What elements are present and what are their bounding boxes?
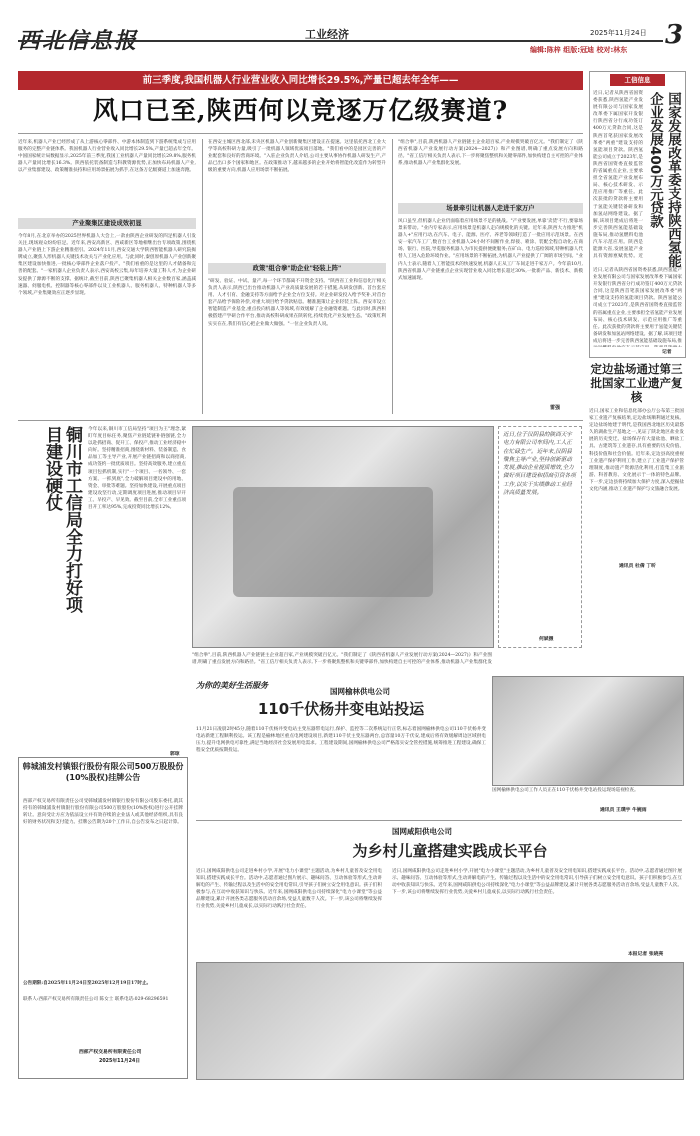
masthead <box>0 0 700 60</box>
transformer-logo: 为你的美好生活服务 <box>196 680 268 690</box>
transformer-org: 国网榆林供电公司 <box>330 687 390 696</box>
heritage-text: 近日,国家工业和信息化部办公厅公布第三批国家工业遗产复核结果,定边盐场顺利通过复核。定边盐场始建于明代,是我国西北地区历史最悠久的湖盐生产基地之一,见证了陕北地区盐业发展的历史变迁。盐场保存有大量盐池、晒盐工具、古建筑等工业遗存,具有重要的历史价值、科技价值和社会价值。近年来,定边县高度重视工业遗产保护利用工作,建立了工业遗产保护管理制度,推动遗产资源活化利用,打造集工业旅游、科普教育、文化展示于一体的特色品牌。下一步,定边县将持续加大保护力度,深入挖掘盐文化内涵,推动工业遗产保护与文旅融合发展。 <box>589 409 684 493</box>
notice-org: 西部产权交易所有限责任公司 <box>79 1050 142 1055</box>
tongchuan-byline: 郭琼 <box>170 752 180 757</box>
substation-photo <box>492 676 684 786</box>
heritage-article <box>589 362 684 662</box>
lead-col1-text2: 今年8月,在北京举办的2025世界机器人大会上,一款由陕西企业研发的四足机器人引发关注,现场观众纷纷驻足。近年来,西安高新区、西咸新区等地相继出台专项政策,围绕机器人产业链上下游企业精准招引。2024年11月,西安交通大学陕西智能机器人研究院揭牌成立,聚焦人形机器人关键技术攻关与产业化应用。与此同时,秦创原机器人产业创新聚集区建设加快推进,一批核心零部件企业落户投产。"我们看重的是这里的人才储备和完善的配套。"一家机器人企业负责人表示,西安高校云集,每年培养大量工科人才,为企业研发提供了源源不断的支撑。据统计,截至目前,陕西已聚集机器人相关企业数百家,涵盖减速器、伺服电机、控制器等核心零部件以及工业机器人、服务机器人、特种机器人等多个领域,产业集聚效应正逐步显现。 <box>18 234 196 296</box>
heritage-headline: 定边盐场通过第三批国家工业遗产复核 <box>590 362 683 404</box>
masthead-rule <box>18 40 663 42</box>
lead-kicker: 前三季度,我国机器人行业营业收入同比增长29.5%,产量已超去年全年—— <box>18 71 583 90</box>
quote-byline: 何斌摄 <box>539 637 554 642</box>
notice-box <box>18 757 188 1079</box>
children-headline: 为乡村儿童搭建实践成长平台 <box>352 842 548 860</box>
news-box <box>589 71 686 358</box>
lead-subhead-3: 场景牵引让机器人走进千家万户 <box>398 203 583 214</box>
lead-col1-text: 近年来,机器人产业已经形成了从上游核心零部件、中游本体制造到下游系统集成与应用服务的完整产业链体系。我国机器人行业营业收入同比增长29.5%,产量已超去年全年。中国国家统计局数据显示,2025年前三季度,我国工业机器人产量同比增长29.8%,服务机器人产量同比增长16.3%。陕西依托装备制造与科教资源优势,正加快布局机器人产业,以产业集群建设、政策精准扶持和应用场景拓展为抓手,在这条万亿级赛道上加速奔跑。 <box>18 140 196 174</box>
paper-name-logo: 西北信息报 <box>18 28 139 54</box>
lead-col3-text: "组合拳",目前,陕西机器人产业链链主企业超百家,产业规模突破百亿元。"我们制定了《陕西省机器人产业发展行动方案(2024—2027)》和产业图谱,明确了重点发展方向和路径。"省工信厅相关负责人表示,下一步将聚焦整机和关键零部件,加快构建自主可控的产业体系,推动机器人产业集群化发展。 <box>398 140 583 167</box>
tongchuan-headline: 铜川市工信局全力打好项目建设硬仗 <box>42 426 82 613</box>
news-box-text-top: 近日,记者从陕西省国资委获悉,陕西氢能产业发展有限公司与国家发展改革委下属国家开发银行陕西省分行成功签订400万元贷款合同,这是陕西首笔获国家发展改革委"两重"建设支持的氢能项目贷款。陕西氢能公司成立于2023年,是陕西省国资委直接监管的省属重点企业,主要承担全省氢能产业发展布局、核心技术研发、示范应用推广等重任。此次获批的贷款将主要用于氢能关键装备研发和加氢站网络建设。据了解,该项目建成后将进一步完善陕西氢能基础设施布局,推动氢燃料电池汽车示范应用。陕西是能源大省,发展氢能产业具有资源禀赋优势。近 <box>593 91 643 260</box>
lead-col3-text2: 风口虽至,但机器人企业仍面临着应用场景不足的挑战。"产业要发展,单靠'卖货'不行,要靠场景来带动。"业内专家表示,应用场景是机器人走向规模化的关键。近年来,陕西大力推进"机器人+"应用行动,在汽车、电子、能源、医疗、养老等领域打造了一批应用示范场景。在西安一家汽车工厂,数百台工业机器人24小时不间断作业,焊接、喷涂、装配全程自动化;在商场、银行、医院,导览服务机器人为市民提供便捷服务;在矿山、电力巡检领域,特种机器人代替人工进入危险环境作业。"应用场景的不断拓展,为机器人产业提供了广阔的市场空间。"业内人士表示,随着人工智能技术的快速发展,机器人正从工厂车间走进千家万户。今年前10月,陕西省机器人产业链重点企业实现营业收入同比增长超过30%,一批新产品、新技术、新模式加速涌现。 <box>398 219 583 281</box>
children-photo <box>196 962 684 1080</box>
notice-contact: 联系人:西部产权交易所有限责任公司 陈女士 联系电话:029-68296591 <box>23 997 169 1002</box>
news-box-headline: 国家发展改革委支持陕西氢能企业发展400万元贷款 <box>647 92 681 268</box>
quote-box <box>498 426 582 648</box>
lead-byline: 雷强 <box>550 405 561 411</box>
page-number: 3 <box>665 20 684 50</box>
lower-rule <box>196 820 682 821</box>
factory-photo-caption-text: "组合拳",目前,陕西机器人产业链链主企业超百家,产业规模突破百亿元。"我们制定了《陕西省机器人产业发展行动方案(2024—2027)》和产业图谱,明确了重点发展方向和路径。"省工信厅相关负责人表示,下一步将聚焦整机和关键零部件,加快构建自主可控的产业体系,推动机器人产业集群化发 <box>192 653 492 666</box>
transformer-text: 11月21日凌晨2时45分,随着110千伏杨井变电站主变压器带电运行,保护、监控等二次系统运行正常,标志着国网榆林供电公司110千伏杨井变电站新建工程顺利投运。该工程是榆林地区重点电网建设项目,新建110千伏主变压器两台,总容量10万千伏安,建成后将有效缓解周边区域供电压力,提升电网供电可靠性,满足当地经济社会发展用电需求。工程建设期间,国网榆林供电公司严格落实安全管控措施,统筹推进工程建设,确保工程安全优质按期投运。 <box>196 727 486 754</box>
tongchuan-text: 今年以来,铜川市工信局坚持"项目为王"理念,紧盯年度目标任务,聚焦产业链延链补链强链,全力以赴抓招商、促开工、保投产,推动工业经济稳中向好。坚持精准招商,围绕新材料、装备制造、食品加工等主导产业,开展产业链招商和以商招商,成功签约一批优质项目。坚持高效服务,建立重点项目包抓机制,实行"一个项目、一名领导、一套方案、一抓到底",全力破解项目建设中的用地、资金、审批等难题。坚持加快建设,开展重点项目建设攻坚行动,定期调度项目进展,推动项目早开工、早投产、早见效。截至目前,全市工业重点项目开工率达95%,完成投资同比增长12%。 <box>88 427 186 511</box>
factory-machine <box>233 487 433 597</box>
lead-col-divider-2 <box>392 139 393 414</box>
lead-subhead-1: 产业聚集区建设成效初显 <box>18 218 196 229</box>
transformer-byline: 通讯员 王璞宇 牛婉雨 <box>600 808 647 813</box>
lead-subhead-2: 政策"组合拳"助企业"轻装上阵" <box>208 263 386 274</box>
issue-date: 2025年11月24日 <box>590 29 647 37</box>
heritage-byline: 通讯员 杜倩 丁昕 <box>619 564 656 569</box>
notice-period: 公告期限:自2025年11月24日至2025年12月19日17时止。 <box>23 981 152 986</box>
lead-col2-text: 在西安主城区西北部,未央区机器人产业创新聚集区建设正在提速。这里依托西北工业大学等高校科研力量,吸引了一批机器人领域优质项目落地。"我们看中的是园区完善的产业配套和良好的营商环境。"入驻企业负责人介绍,公司主要从事协作机器人研发生产,产品已出口多个国家和地区。在政策推动下,越来越多的企业开始将智能化改造作为转型升级的重要方向,机器人应用场景不断拓展。 <box>208 140 386 174</box>
factory-photo <box>192 426 494 648</box>
section-title: 工业经济 <box>305 28 349 41</box>
children-text-left: 近日,国网咸阳供电公司走进乡村小学,开展"电力小课堂"主题活动,为乡村儿童普及安全用电知识,搭建实践成长平台。活动中,志愿者通过图片展示、趣味问答、互动体验等形式,生动讲解电的产生、传输过程以及生活中的安全用电常识,引导孩子们树立安全用电意识。孩子们积极参与,在互动中收获知识与快乐。近年来,国网咸阳供电公司持续深化"电力小课堂"等公益品牌建设,累计开展各类志愿服务活动百余场,受益儿童数千人次。下一步,该公司将继续发挥行业优势,关爱乡村儿童成长,以实际行动践行社会责任。 <box>196 869 382 910</box>
quote-text: 近日,位于汉阴县的陕西天宇电力有限公司车间内,工人正在忙碌生产。近年来,汉阴县聚焦主导产业,坚持创新驱动发展,推动企业提质增效,全力做好项目建设和招商引资各项工作,以实干实绩推动工业经济高质量发展。 <box>503 432 576 497</box>
notice-text: 西部产权交易所有限责任公司受韩城浦发村镇银行股份有限公司股东委托,就其持有的韩城浦发村镇银行股份有限公司500万股股份(10%股权)进行公开挂牌转让。意向受让方应为依法设立并有效存续的企业法人或其他经济组织,具有良好的财务状况和支付能力。挂牌公告期为20个工作日,自公告发布之日起计算。 <box>23 799 183 826</box>
mid-rule <box>18 420 583 421</box>
notice-headline: 韩城浦发村镇银行股份有限公司500万股股份(10%股权)挂牌公告 <box>22 762 184 782</box>
news-box-header: 工信信息 <box>610 74 665 86</box>
notice-date: 2025年11月24日 <box>99 1059 141 1064</box>
news-box-text-bottom: 近日,记者从陕西省国资委获悉,陕西氢能产业发展有限公司与国家发展改革委下属国家开发银行陕西省分行成功签订400万元贷款合同,这是陕西首笔获国家发展改革委"两重"建设支持的氢能项目贷款。陕西氢能公司成立于2023年,是陕西省国资委直接监管的省属重点企业,主要承担全省氢能产业发展布局、核心技术研发、示范应用推广等重任。此次获批的贷款将主要用于氢能关键装备研发和加氢站网络建设。据了解,该项目建成后将进一步完善陕西氢能基础设施布局,推 <box>593 268 682 344</box>
children-byline: 本报记者 张晓亮 <box>628 952 664 957</box>
lead-col2-text2: "研发、验证、中试、量产,每一个环节都离不开资金支持。"陕西省工业和信息化厅相关负责人表示,陕西已出台推动机器人产业高质量发展的若干措施,从研发创新、首台套应用、人才引育、金融支持等方面给予企业全方位支持。对企业研发投入给予奖补,对首台套产品给予保险补偿,对重大项目给予贷款贴息。精准施策让企业轻装上阵。西安市设立智能制造产业基金,重点投向机器人等领域,有效缓解了企业融资难题。与此同时,陕西积极搭建产学研合作平台,推动高校科研成果在陕转化,持续优化产业发展生态。"政策红利实实在在,我们有信心把企业做大做强。"一位企业负责人说。 <box>208 279 386 327</box>
lead-rule <box>18 133 583 134</box>
substation-caption: 国网榆林供电公司工作人员正在110千伏杨井变电站投运现场巡视检查。 <box>492 788 639 793</box>
news-box-byline: 记者 <box>662 350 672 355</box>
lead-headline: 风口已至,陕西何以竞逐万亿级赛道? <box>92 96 509 125</box>
children-text-right: 近日,国网咸阳供电公司走进乡村小学,开展"电力小课堂"主题活动,为乡村儿童普及安全用电知识,搭建实践成长平台。活动中,志愿者通过图片展示、趣味问答、互动体验等形式,生动讲解电的产生、传输过程以及生活中的安全用电常识,引导孩子们树立安全用电意识。孩子们积极参与,在互动中收获知识与快乐。近年来,国网咸阳供电公司持续深化"电力小课堂"等公益品牌建设,累计开展各类志愿服务活动百余场,受益儿童数千人次。下一步,该公司将继续发挥行业优势,关爱乡村儿童成长,以实际行动践行社会责任。 <box>392 869 682 896</box>
editors-line: 编辑:陈梓 组版:冠迪 校对:林东 <box>530 46 628 54</box>
lead-col-divider-1 <box>202 139 203 414</box>
children-org: 国网咸阳供电公司 <box>392 827 452 836</box>
transformer-headline: 110千伏杨井变电站投运 <box>257 700 425 718</box>
